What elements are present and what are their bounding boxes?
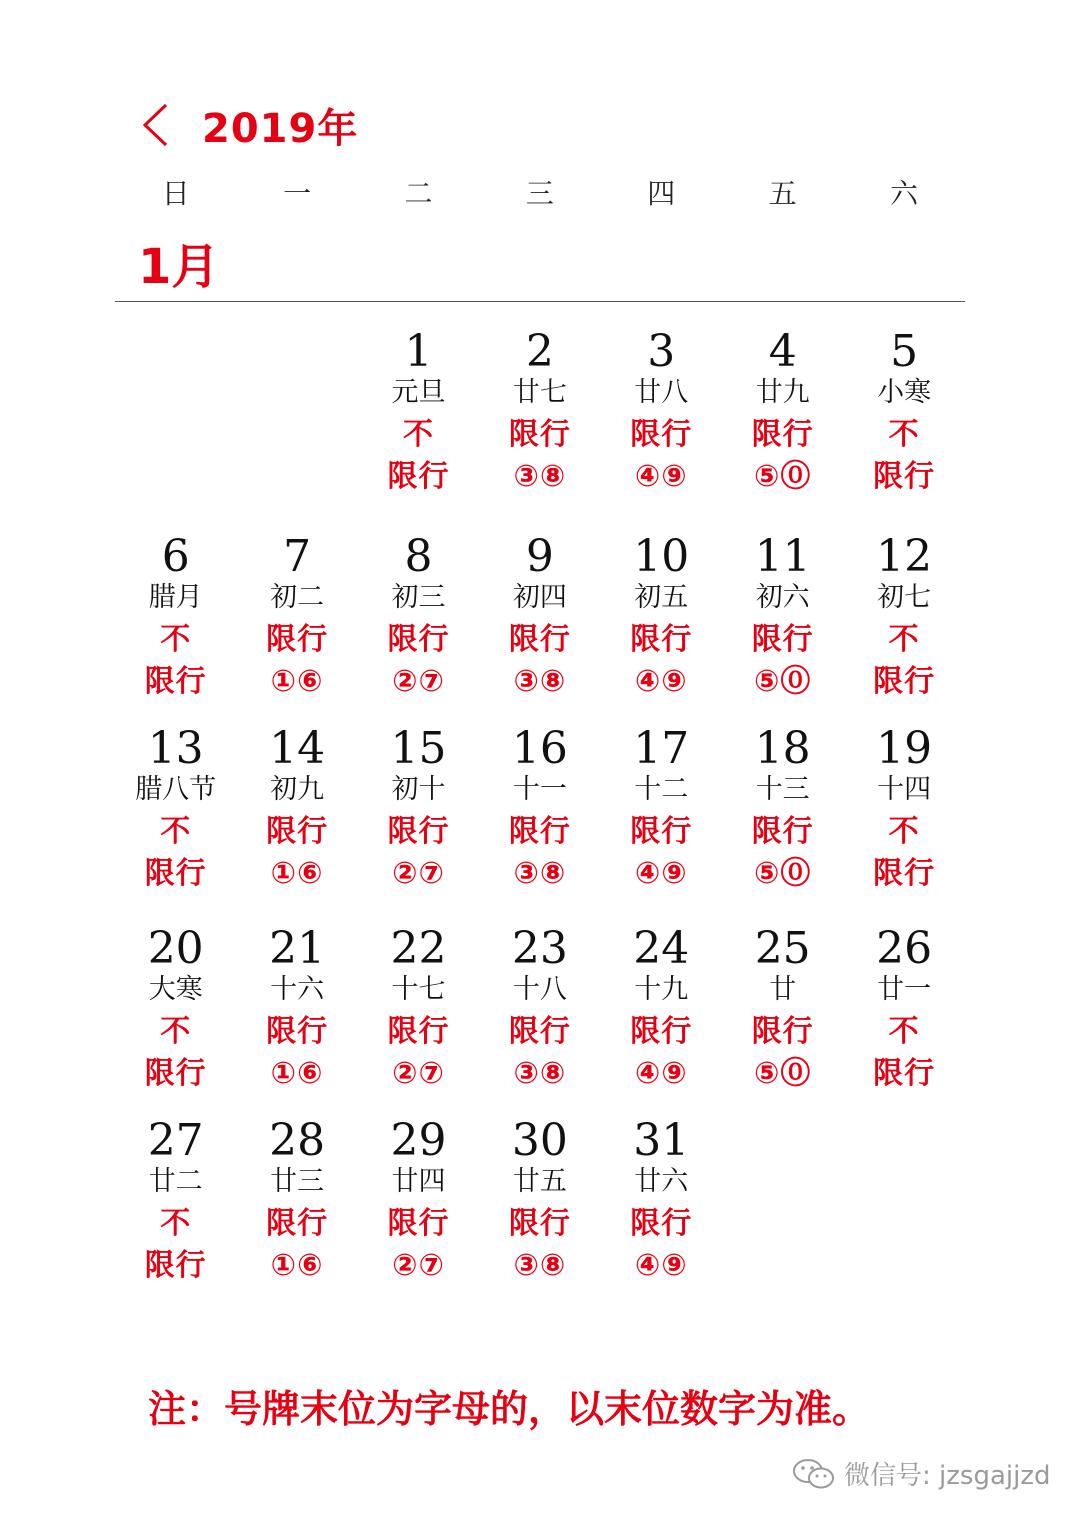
day-number: 23 <box>511 923 568 974</box>
day-cell[interactable] <box>601 328 722 498</box>
restriction-line-1: 限行 <box>508 1014 571 1049</box>
restriction-line-2: ①⑥ <box>270 664 324 699</box>
lunar-date: 廿 <box>769 974 797 1005</box>
lunar-date: 初七 <box>877 582 932 613</box>
day-cell[interactable] <box>601 925 722 1095</box>
restriction-line-1: 限行 <box>508 622 571 657</box>
restriction-line-1: 限行 <box>508 417 571 452</box>
restriction-line-2: ①⑥ <box>270 1056 324 1091</box>
day-cell[interactable] <box>236 533 357 703</box>
restriction-line-1: 限行 <box>630 1206 693 1241</box>
year-title: 2019年 <box>202 105 359 152</box>
day-number: 3 <box>647 326 676 377</box>
day-cell[interactable] <box>601 533 722 703</box>
restriction-line-1: 限行 <box>387 814 450 849</box>
restriction-line-2: ⑤⓪ <box>753 459 812 494</box>
lunar-date: 初十 <box>391 774 446 805</box>
day-number: 13 <box>147 723 204 774</box>
day-cell[interactable] <box>115 925 236 1095</box>
weekday-label: 五 <box>768 177 797 210</box>
day-number: 9 <box>525 531 554 582</box>
day-number: 10 <box>633 531 690 582</box>
restriction-line-2: 限行 <box>144 856 207 891</box>
lunar-date: 十一 <box>512 774 567 805</box>
lunar-date: 初四 <box>512 582 567 613</box>
restriction-line-1: 限行 <box>751 1014 814 1049</box>
lunar-date: 元旦 <box>391 377 446 408</box>
restriction-line-1: 限行 <box>266 622 329 657</box>
weekday-label: 三 <box>525 177 554 210</box>
weekday-label: 日 <box>161 177 190 210</box>
day-number: 20 <box>147 923 204 974</box>
lunar-date: 腊八节 <box>135 774 217 805</box>
day-number: 26 <box>876 923 933 974</box>
lunar-date: 廿二 <box>148 1166 203 1197</box>
lunar-date: 廿六 <box>634 1166 689 1197</box>
day-number: 8 <box>404 531 433 582</box>
restriction-line-2: 限行 <box>873 664 936 699</box>
lunar-date: 十八 <box>512 974 567 1005</box>
day-number: 7 <box>283 531 312 582</box>
restriction-line-1: 不 <box>160 1014 192 1049</box>
lunar-date: 十六 <box>270 974 325 1005</box>
restriction-line-2: ④⑨ <box>634 1056 688 1091</box>
day-number: 31 <box>633 1115 690 1166</box>
lunar-date: 廿八 <box>634 377 689 408</box>
restriction-line-1: 不 <box>888 417 920 452</box>
day-number: 22 <box>390 923 447 974</box>
day-cell[interactable] <box>601 1117 722 1287</box>
restriction-line-2: ⑤⓪ <box>753 856 812 891</box>
day-number: 16 <box>511 723 568 774</box>
restriction-line-1: 限行 <box>387 1014 450 1049</box>
restriction-line-2: ④⑨ <box>634 856 688 891</box>
day-cell[interactable] <box>843 328 964 498</box>
restriction-line-2: ②⑦ <box>392 664 445 699</box>
day-cell[interactable] <box>479 725 600 895</box>
restriction-line-2: ③⑧ <box>513 1056 567 1091</box>
day-number: 5 <box>890 326 919 377</box>
restriction-line-1: 限行 <box>630 622 693 657</box>
lunar-date: 廿四 <box>391 1166 446 1197</box>
day-cell[interactable] <box>358 328 479 498</box>
restriction-line-2: ②⑦ <box>392 856 445 891</box>
day-cell[interactable] <box>722 533 843 703</box>
restriction-line-1: 限行 <box>387 1206 450 1241</box>
day-cell[interactable] <box>358 1117 479 1287</box>
day-cell[interactable] <box>236 725 357 895</box>
restriction-line-2: ⑤⓪ <box>753 1056 812 1091</box>
lunar-date: 初九 <box>270 774 325 805</box>
watermark <box>790 1455 1050 1492</box>
lunar-date: 十二 <box>634 774 689 805</box>
lunar-date: 腊月 <box>148 582 203 613</box>
day-number: 28 <box>269 1115 326 1166</box>
restriction-line-1: 限行 <box>266 814 329 849</box>
restriction-line-1: 限行 <box>266 1206 329 1241</box>
day-cell[interactable] <box>115 533 236 703</box>
lunar-date: 十九 <box>634 974 689 1005</box>
lunar-date: 廿三 <box>270 1166 325 1197</box>
lunar-date: 十三 <box>755 774 810 805</box>
restriction-line-1: 限行 <box>751 622 814 657</box>
day-number: 14 <box>269 723 326 774</box>
restriction-line-2: 限行 <box>144 664 207 699</box>
restriction-line-1: 限行 <box>266 1014 329 1049</box>
restriction-line-1: 限行 <box>630 1014 693 1049</box>
restriction-line-2: ⑤⓪ <box>753 664 812 699</box>
day-number: 25 <box>754 923 811 974</box>
day-number: 18 <box>754 723 811 774</box>
restriction-line-2: ③⑧ <box>513 1248 567 1283</box>
day-cell[interactable] <box>358 725 479 895</box>
lunar-date: 廿九 <box>755 377 810 408</box>
restriction-line-2: ①⑥ <box>270 1248 324 1283</box>
day-cell[interactable] <box>479 533 600 703</box>
day-cell[interactable] <box>843 533 964 703</box>
restriction-line-1: 不 <box>160 622 192 657</box>
watermark-text: 微信号: jzsgajjzd <box>844 1461 1051 1491</box>
restriction-line-2: ③⑧ <box>513 856 567 891</box>
day-cell[interactable] <box>601 725 722 895</box>
day-number: 12 <box>876 531 933 582</box>
day-cell[interactable] <box>236 925 357 1095</box>
day-cell[interactable] <box>115 1117 236 1287</box>
lunar-date: 初二 <box>270 582 325 613</box>
restriction-line-1: 限行 <box>508 1206 571 1241</box>
restriction-line-1: 不 <box>888 622 920 657</box>
day-number: 29 <box>390 1115 447 1166</box>
day-cell[interactable] <box>115 725 236 895</box>
restriction-line-2: ③⑧ <box>513 459 567 494</box>
day-cell[interactable] <box>722 725 843 895</box>
day-number: 15 <box>390 723 447 774</box>
day-number: 6 <box>161 531 190 582</box>
restriction-line-2: 限行 <box>873 459 936 494</box>
day-cell[interactable] <box>843 725 964 895</box>
restriction-line-2: ④⑨ <box>634 1248 688 1283</box>
calendar-grid <box>115 0 965 1340</box>
restriction-line-2: ①⑥ <box>270 856 324 891</box>
day-number: 19 <box>876 723 933 774</box>
lunar-date: 廿七 <box>512 377 567 408</box>
month-title: 1月 <box>138 239 220 295</box>
day-number: 24 <box>633 923 690 974</box>
lunar-date: 廿五 <box>512 1166 567 1197</box>
footnote: 注：号牌末位为字母的，以末位数字为准。 <box>148 1387 871 1431</box>
day-cell[interactable] <box>358 925 479 1095</box>
day-cell[interactable] <box>479 328 600 498</box>
lunar-date: 初五 <box>634 582 689 613</box>
restriction-line-2: ②⑦ <box>392 1056 445 1091</box>
restriction-line-1: 不 <box>160 814 192 849</box>
day-cell[interactable] <box>479 925 600 1095</box>
day-cell[interactable] <box>722 925 843 1095</box>
day-cell[interactable] <box>722 328 843 498</box>
restriction-line-1: 限行 <box>387 622 450 657</box>
restriction-line-1: 不 <box>160 1206 192 1241</box>
restriction-line-2: 限行 <box>873 856 936 891</box>
day-number: 1 <box>404 326 433 377</box>
lunar-date: 十四 <box>877 774 932 805</box>
restriction-line-1: 限行 <box>508 814 571 849</box>
day-number: 27 <box>147 1115 204 1166</box>
restriction-line-1: 限行 <box>630 417 693 452</box>
restriction-line-1: 限行 <box>630 814 693 849</box>
day-number: 21 <box>269 923 326 974</box>
wechat-icon <box>790 1456 838 1492</box>
day-number: 17 <box>633 723 690 774</box>
weekday-label: 二 <box>404 177 433 210</box>
restriction-line-2: 限行 <box>387 459 450 494</box>
restriction-line-2: ④⑨ <box>634 459 688 494</box>
restriction-line-2: ②⑦ <box>392 1248 445 1283</box>
day-cell[interactable] <box>843 925 964 1095</box>
restriction-line-2: 限行 <box>144 1248 207 1283</box>
day-number: 11 <box>754 531 811 582</box>
day-cell[interactable] <box>358 533 479 703</box>
restriction-line-1: 不 <box>888 1014 920 1049</box>
restriction-line-2: 限行 <box>873 1056 936 1091</box>
day-number: 4 <box>768 326 797 377</box>
lunar-date: 大寒 <box>148 974 203 1005</box>
day-number: 2 <box>525 326 554 377</box>
day-cell[interactable] <box>479 1117 600 1287</box>
restriction-line-1: 限行 <box>751 814 814 849</box>
weekday-label: 一 <box>283 177 312 210</box>
restriction-line-2: 限行 <box>144 1056 207 1091</box>
lunar-date: 廿一 <box>877 974 932 1005</box>
lunar-date: 十七 <box>391 974 446 1005</box>
restriction-line-2: ④⑨ <box>634 664 688 699</box>
lunar-date: 初六 <box>755 582 810 613</box>
weekday-label: 四 <box>647 177 676 210</box>
day-number: 30 <box>511 1115 568 1166</box>
restriction-line-1: 限行 <box>751 417 814 452</box>
restriction-line-2: ③⑧ <box>513 664 567 699</box>
restriction-line-1: 不 <box>402 417 434 452</box>
weekday-label: 六 <box>890 177 919 210</box>
restriction-line-1: 不 <box>888 814 920 849</box>
day-cell[interactable] <box>236 1117 357 1287</box>
lunar-date: 小寒 <box>877 377 932 408</box>
lunar-date: 初三 <box>391 582 446 613</box>
